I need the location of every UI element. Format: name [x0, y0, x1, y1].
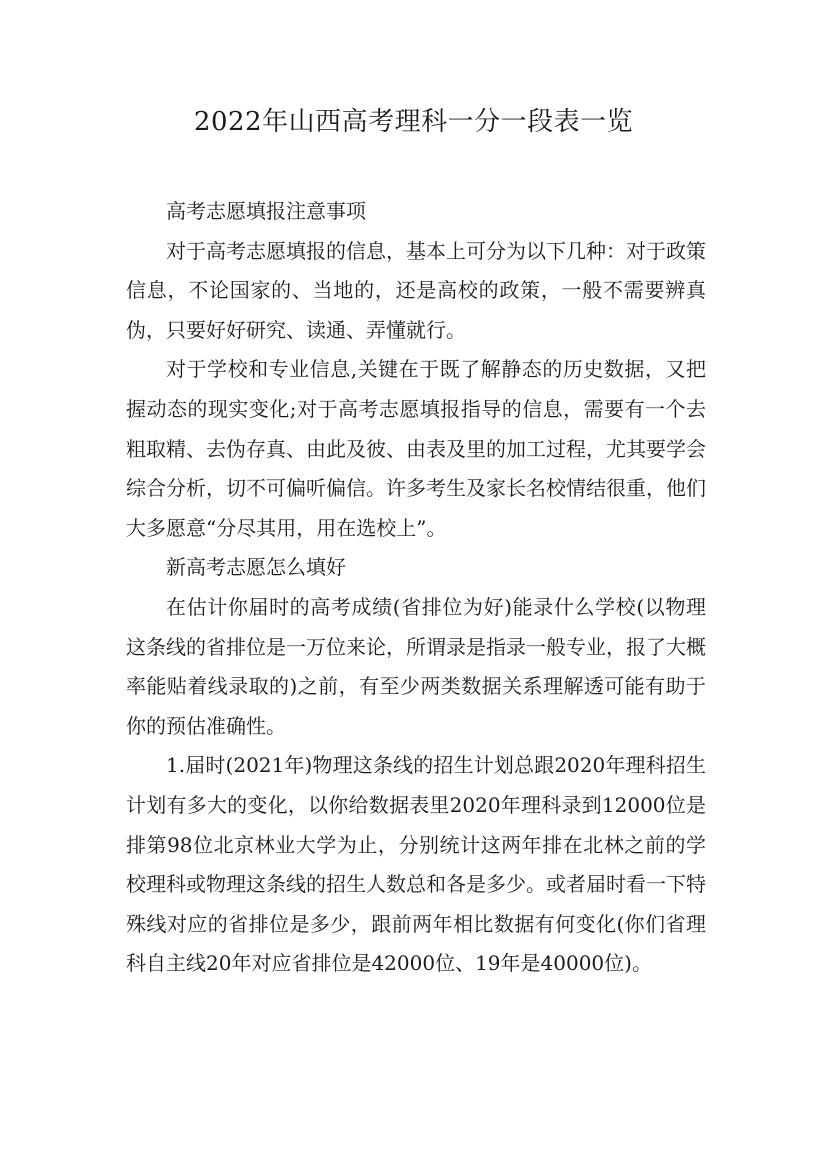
document-body	[126, 192, 706, 984]
paragraph-heading-notes: 高考志愿填报注意事项	[166, 199, 366, 223]
paragraph: 1.届时(2021年)物理这条线的招生计划总跟2020年理科招生计划有多大的变化，以你给数据表里2020年理科录到12000位是排第98位北京林业大学为止，分别统计这两年排在北林之前的学校理科或物理这条线的招生人数总和各是多少。或者届时看一下特殊线对应的省排位是多少，跟前两年相比数据有何变化(你们省理科自主线20年对应省排位是42000位、19年是40000位)。	[126, 753, 706, 976]
paragraph-heading-how-to-fill: 新高考志愿怎么填好	[166, 555, 346, 580]
paragraph: 对于学校和专业信息,关键在于既了解静态的历史数据，又把握动态的现实变化;对于高考志愿填报指导的信息，需要有一个去粗取精、去伪存真、由此及彼、由表及里的加工过程，尤其要学会综合分析，切不可偏听偏信。许多考生及家长名校情结很重，他们大多愿意“分尽其用，用在选校上”。	[126, 357, 706, 540]
paragraph: 对于高考志愿填报的信息，基本上可分为以下几种：对于政策信息，不论国家的、当地的，还是高校的政策，一般不需要辨真伪，只要好好研究、读通、弄懂就行。	[126, 238, 706, 342]
document-title: 2022年山西高考理科一分一段表一览	[193, 107, 634, 137]
paragraph: 在估计你届时的高考成绩(省排位为好)能录什么学校(以物理这条线的省排位是一万位来论，所谓录是指录一般专业，报了大概率能贴着线录取的)之前，有至少两类数据关系理解透可能有助于你的预估准确性。	[126, 594, 706, 738]
